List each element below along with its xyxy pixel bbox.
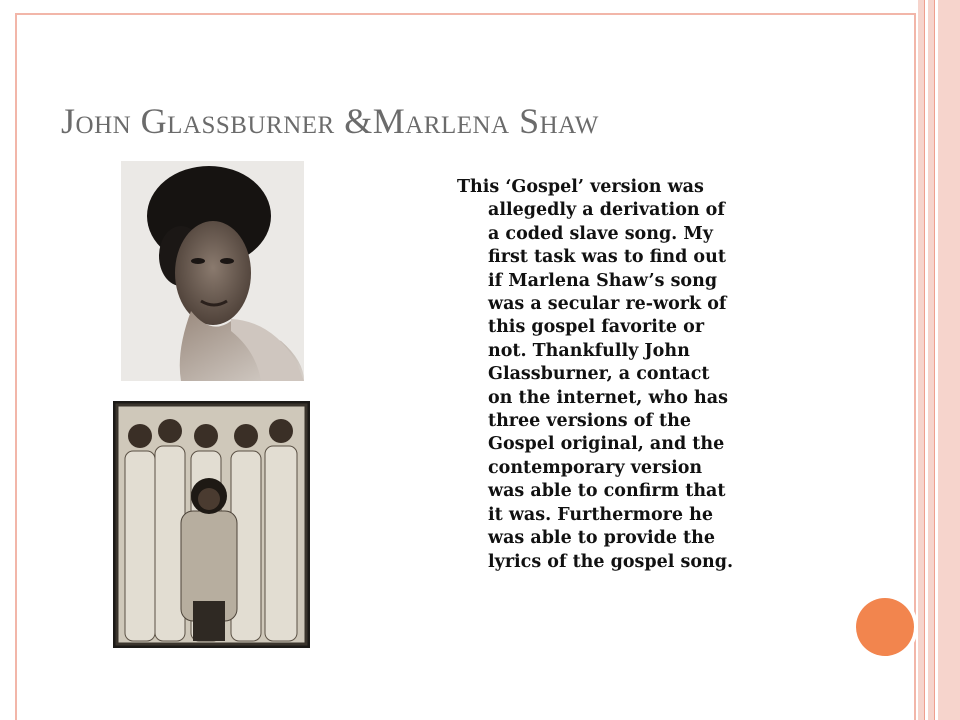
body-line: it was. Furthermore he [488,504,713,525]
decorative-stripe-line [924,0,925,720]
body-line: was able to provide the [488,528,715,549]
body-line: on the internet, who has [488,387,728,408]
body-line: a coded slave song. My [488,223,713,244]
body-line: was able to confirm that [488,481,726,502]
body-line: was a secular re-work of [488,294,727,315]
slide-title: John Glassburner &Marlena Shaw [61,101,599,141]
body-line: this gospel favorite or [488,317,705,338]
body-line: allegedly a derivation of [488,200,725,221]
body-line: Glassburner, a contact [488,364,710,385]
marlena-shaw-photo [121,161,304,381]
decorative-stripe [938,0,960,720]
body-line: if Marlena Shaw’s song [488,270,718,291]
body-line: contemporary version [488,457,703,478]
body-line: first task was to find out [488,247,726,268]
body-line: not. Thankfully John [488,340,690,361]
accent-circle [856,598,914,656]
body-line: lyrics of the gospel song. [488,551,734,572]
slide-body-text [457,176,817,574]
decorative-stripe-line [934,0,935,720]
group-photo [113,401,310,648]
body-line: Gospel original, and the [488,434,725,455]
body-line: This ‘Gospel’ version was [457,177,704,197]
body-line: three versions of the [488,411,691,432]
